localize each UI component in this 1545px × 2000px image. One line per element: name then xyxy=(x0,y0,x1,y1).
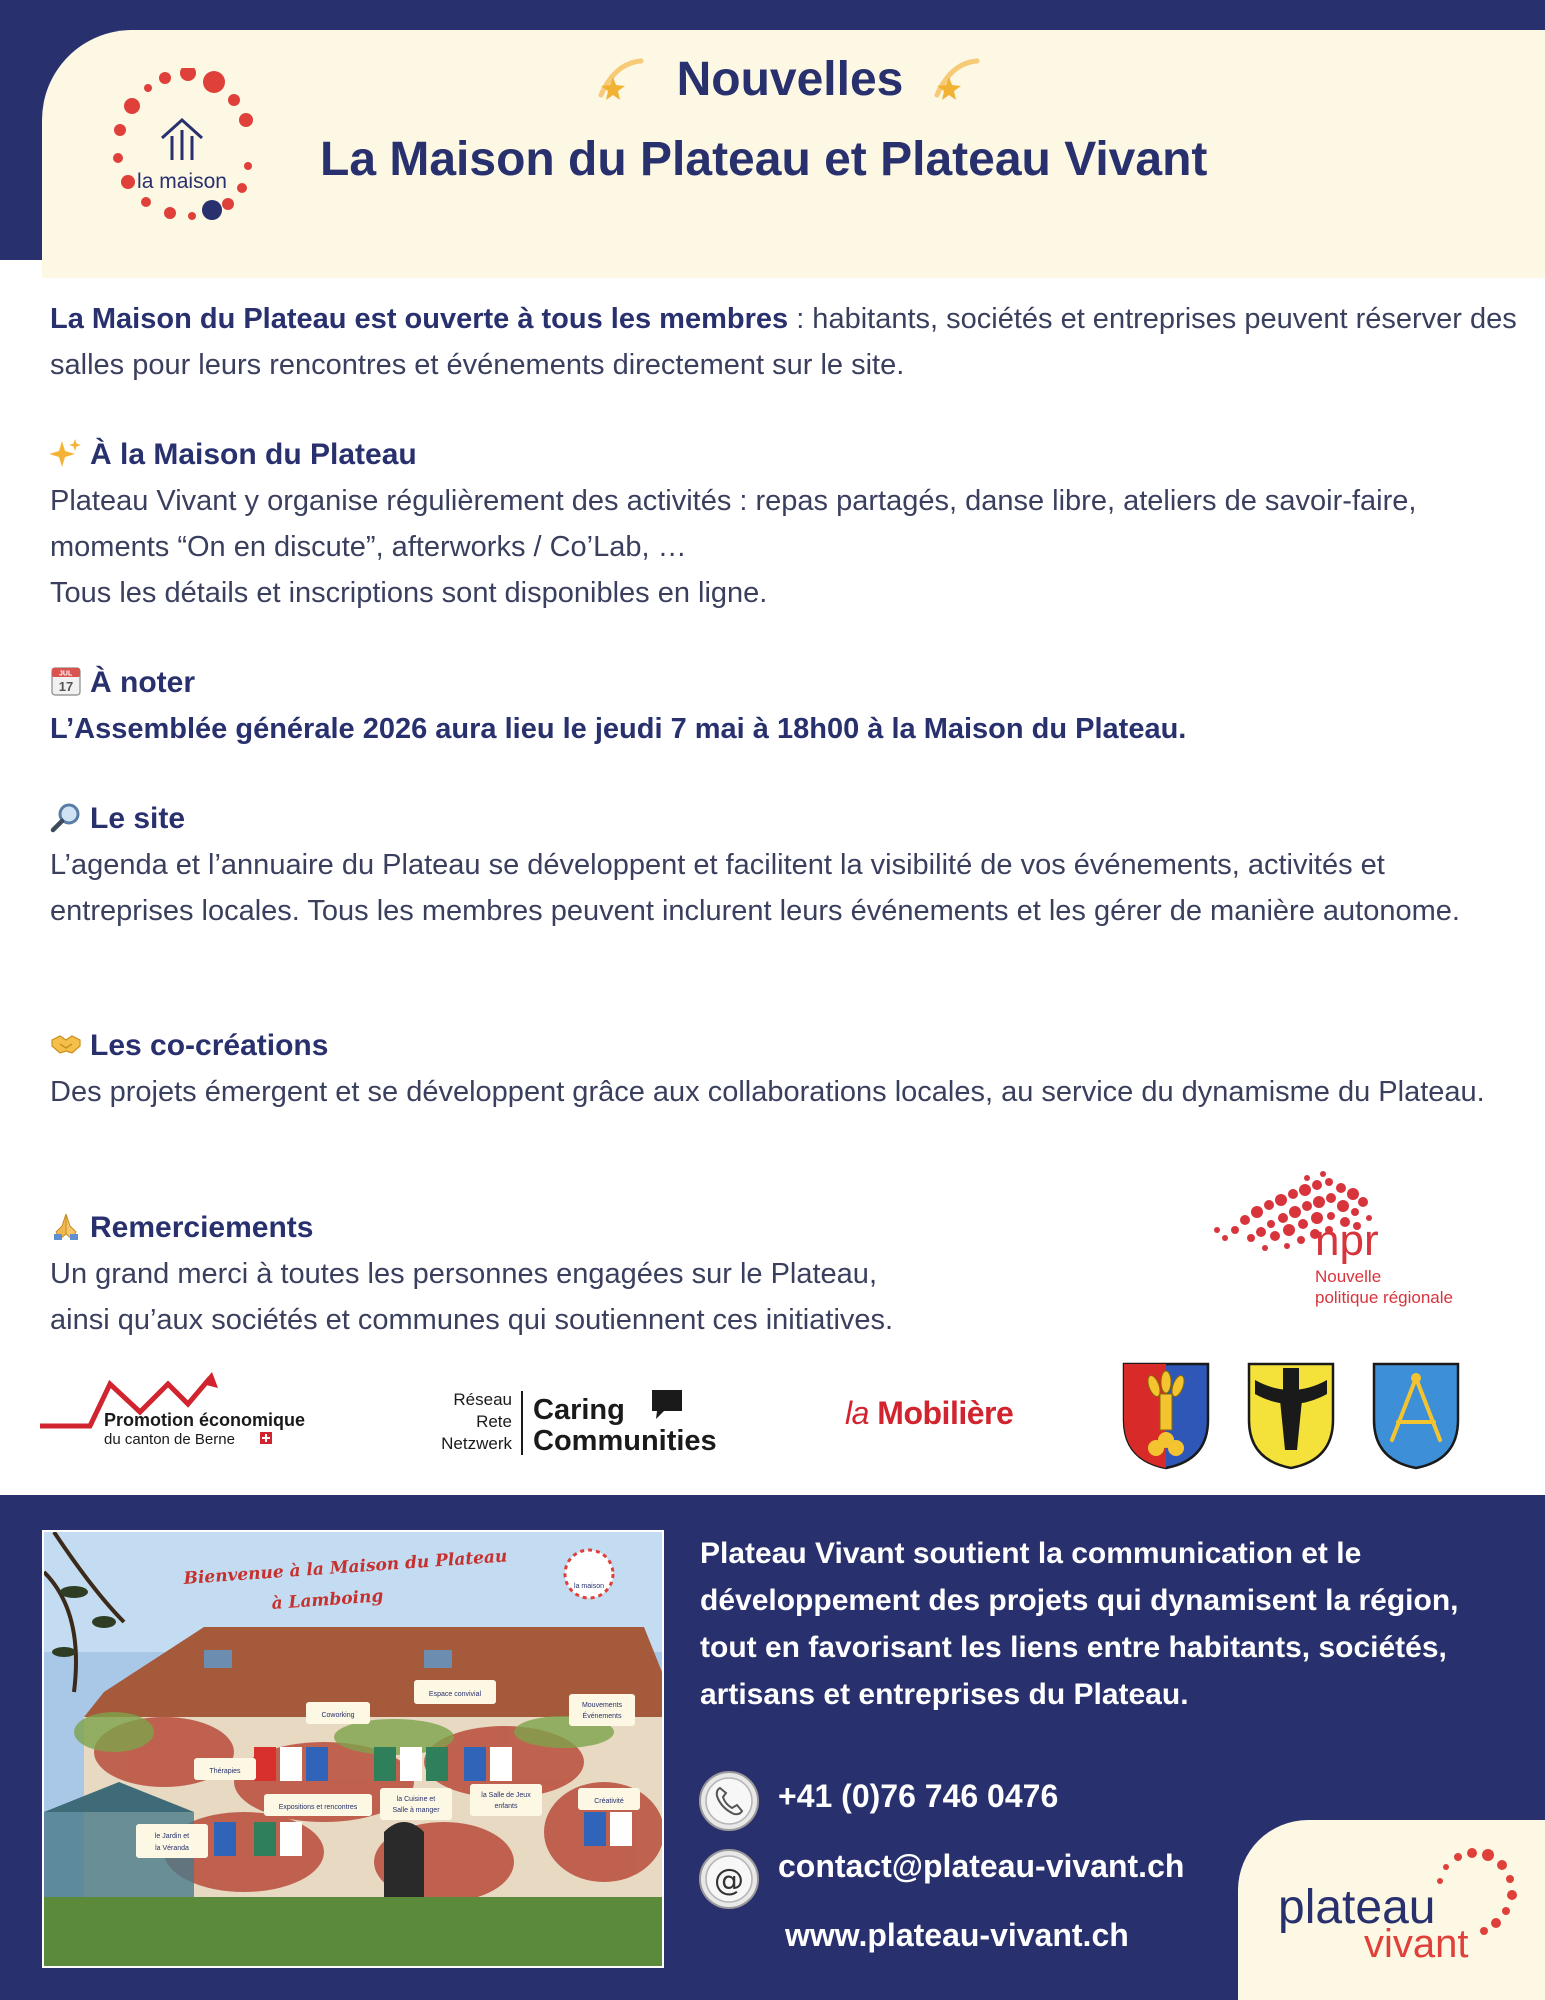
praying-hands-icon xyxy=(50,1210,82,1242)
photo-label: Coworking xyxy=(321,1712,355,1719)
speech-bubble-icon xyxy=(652,1390,682,1419)
site-paragraph: L’agenda et l’annuaire du Plateau se développent et facilitent la visibilité de vos événements, activités et entreprises locales. Tous les membres peuvent inclurent leurs événements et les gérer de manière autonome. xyxy=(50,849,1460,927)
phone-icon[interactable] xyxy=(698,1770,760,1832)
cocreations-paragraph: Des projets émergent et se développent grâce aux collaborations locales, au service du dynamisme du Plateau. xyxy=(50,1076,1485,1108)
email-address[interactable]: contact@plateau-vivant.ch xyxy=(778,1848,1185,1884)
magnifier-icon xyxy=(50,801,82,833)
photo-label: la Véranda xyxy=(155,1845,189,1852)
shooting-star-icon xyxy=(931,55,985,109)
logo-word-plateau: plateau xyxy=(1278,1881,1436,1934)
photo-label: Espace convivial xyxy=(428,1691,482,1698)
calendar-icon xyxy=(50,665,82,697)
caring-left-3: Netzwerk xyxy=(441,1434,512,1453)
commune-crest-tool-icon xyxy=(1245,1360,1337,1472)
section-heading-noter xyxy=(50,660,195,706)
shooting-star-icon xyxy=(595,55,649,109)
mobiliere-logo xyxy=(845,1395,1013,1432)
plateau-vivant-logo xyxy=(1262,1845,1532,1975)
caring-left-2: Rete xyxy=(476,1412,512,1431)
handshake-icon xyxy=(50,1028,82,1060)
noter-paragraph: L’Assemblée générale 2026 aura lieu le jeudi 7 mai à 18h00 à la Maison du Plateau. xyxy=(50,713,1187,745)
email-at-icon[interactable] xyxy=(698,1848,760,1910)
section-heading-maison xyxy=(50,432,417,478)
npr-abbr: npr xyxy=(1315,1216,1379,1265)
npr-line-2: politique régionale xyxy=(1315,1288,1453,1307)
remerciements-line-1: Un grand merci à toutes les personnes engagées sur le Plateau, xyxy=(50,1258,877,1290)
promo-line-2: du canton de Berne xyxy=(104,1431,235,1448)
photo-title-line-1: Bienvenue à la Maison du Plateau xyxy=(182,1546,508,1589)
npr-line-1: Nouvelle xyxy=(1315,1267,1382,1286)
photo-label: Mouvements xyxy=(581,1702,623,1709)
caring-left-1: Réseau xyxy=(453,1390,512,1409)
mobiliere-la: la xyxy=(845,1395,869,1431)
photo-title-line-2: à Lamboing xyxy=(270,1586,384,1614)
calendar-month: JUL xyxy=(59,670,73,678)
maison-paragraph xyxy=(50,478,1520,616)
logo-text: la maison xyxy=(137,170,227,193)
heading-text: À noter xyxy=(90,666,195,699)
photo-label: la Salle de Jeux xyxy=(481,1792,531,1799)
sparkles-icon xyxy=(50,437,82,469)
section-heading-cocreations xyxy=(50,1023,328,1069)
logo-word-vivant: vivant xyxy=(1364,1922,1469,1966)
intro-bold: La Maison du Plateau est ouverte à tous les membres xyxy=(50,303,789,335)
phone-number[interactable]: +41 (0)76 746 0476 xyxy=(778,1778,1059,1814)
caring-communities-logo xyxy=(420,1385,760,1460)
photo-logo-text: la maison xyxy=(574,1583,604,1590)
promotion-economique-logo xyxy=(40,1368,340,1448)
remerciements-paragraph xyxy=(50,1251,1050,1343)
caring-right-1: Caring xyxy=(533,1394,625,1426)
maison-line-2: Tous les détails et inscriptions sont disponibles en ligne. xyxy=(50,577,768,609)
header-kicker xyxy=(0,52,1545,109)
photo-label: la Cuisine et xyxy=(396,1796,436,1803)
intro-rest: : habitants, sociétés et entreprises peuvent réserver des salles pour leurs rencontres et événements directement sur le site. xyxy=(50,303,1517,381)
commune-crest-compass-icon xyxy=(1370,1360,1462,1472)
photo-label: le Jardin et xyxy=(154,1833,190,1840)
photo-label: Salle à manger xyxy=(392,1807,440,1814)
svg-text:@: @ xyxy=(714,1863,744,1898)
photo-label: enfants xyxy=(494,1803,518,1810)
promo-line-1: Promotion économique xyxy=(104,1410,306,1430)
section-heading-site xyxy=(50,796,185,842)
heading-text: Le site xyxy=(90,802,186,835)
caring-right-2: Communities xyxy=(533,1425,717,1457)
maison-photo xyxy=(42,1530,664,1968)
calendar-day: 17 xyxy=(58,679,74,694)
heading-text: Les co-créations xyxy=(90,1029,329,1062)
photo-label: Expositions et rencontres xyxy=(278,1804,358,1811)
remerciements-line-2: ainsi qu’aux sociétés et communes qui soutiennent ces initiatives. xyxy=(50,1304,894,1336)
photo-label: Thérapies xyxy=(209,1768,241,1775)
maison-line-1: Plateau Vivant y organise régulièrement des activités : repas partagés, danse libre, ateliers de savoir-faire, moments “On en discute”, afterworks / Co’Lab, … xyxy=(50,485,1417,563)
photo-label: Créativité xyxy=(594,1798,624,1805)
heading-text: Remerciements xyxy=(90,1211,314,1244)
kicker-text: Nouvelles xyxy=(676,53,904,106)
footer-description: Plateau Vivant soutient la communication et le développement des projets qui dynamisent la région, tout en favorisant les liens entre habitants, sociétés, artisans et entreprises du Plateau. xyxy=(700,1537,1459,1711)
npr-logo xyxy=(1205,1160,1495,1320)
page-title: La Maison du Plateau et Plateau Vivant xyxy=(320,133,1208,186)
section-heading-remerciements xyxy=(50,1205,313,1251)
logo-house-icon xyxy=(162,120,202,160)
intro-paragraph xyxy=(50,296,1520,388)
mobiliere-name: Mobilière xyxy=(877,1395,1014,1431)
commune-crest-wheat-icon xyxy=(1120,1360,1212,1472)
heading-text: À la Maison du Plateau xyxy=(90,438,417,471)
house-illustration xyxy=(44,1532,664,1968)
photo-label: Événements xyxy=(582,1713,622,1720)
website-link[interactable]: www.plateau-vivant.ch xyxy=(785,1917,1129,1953)
